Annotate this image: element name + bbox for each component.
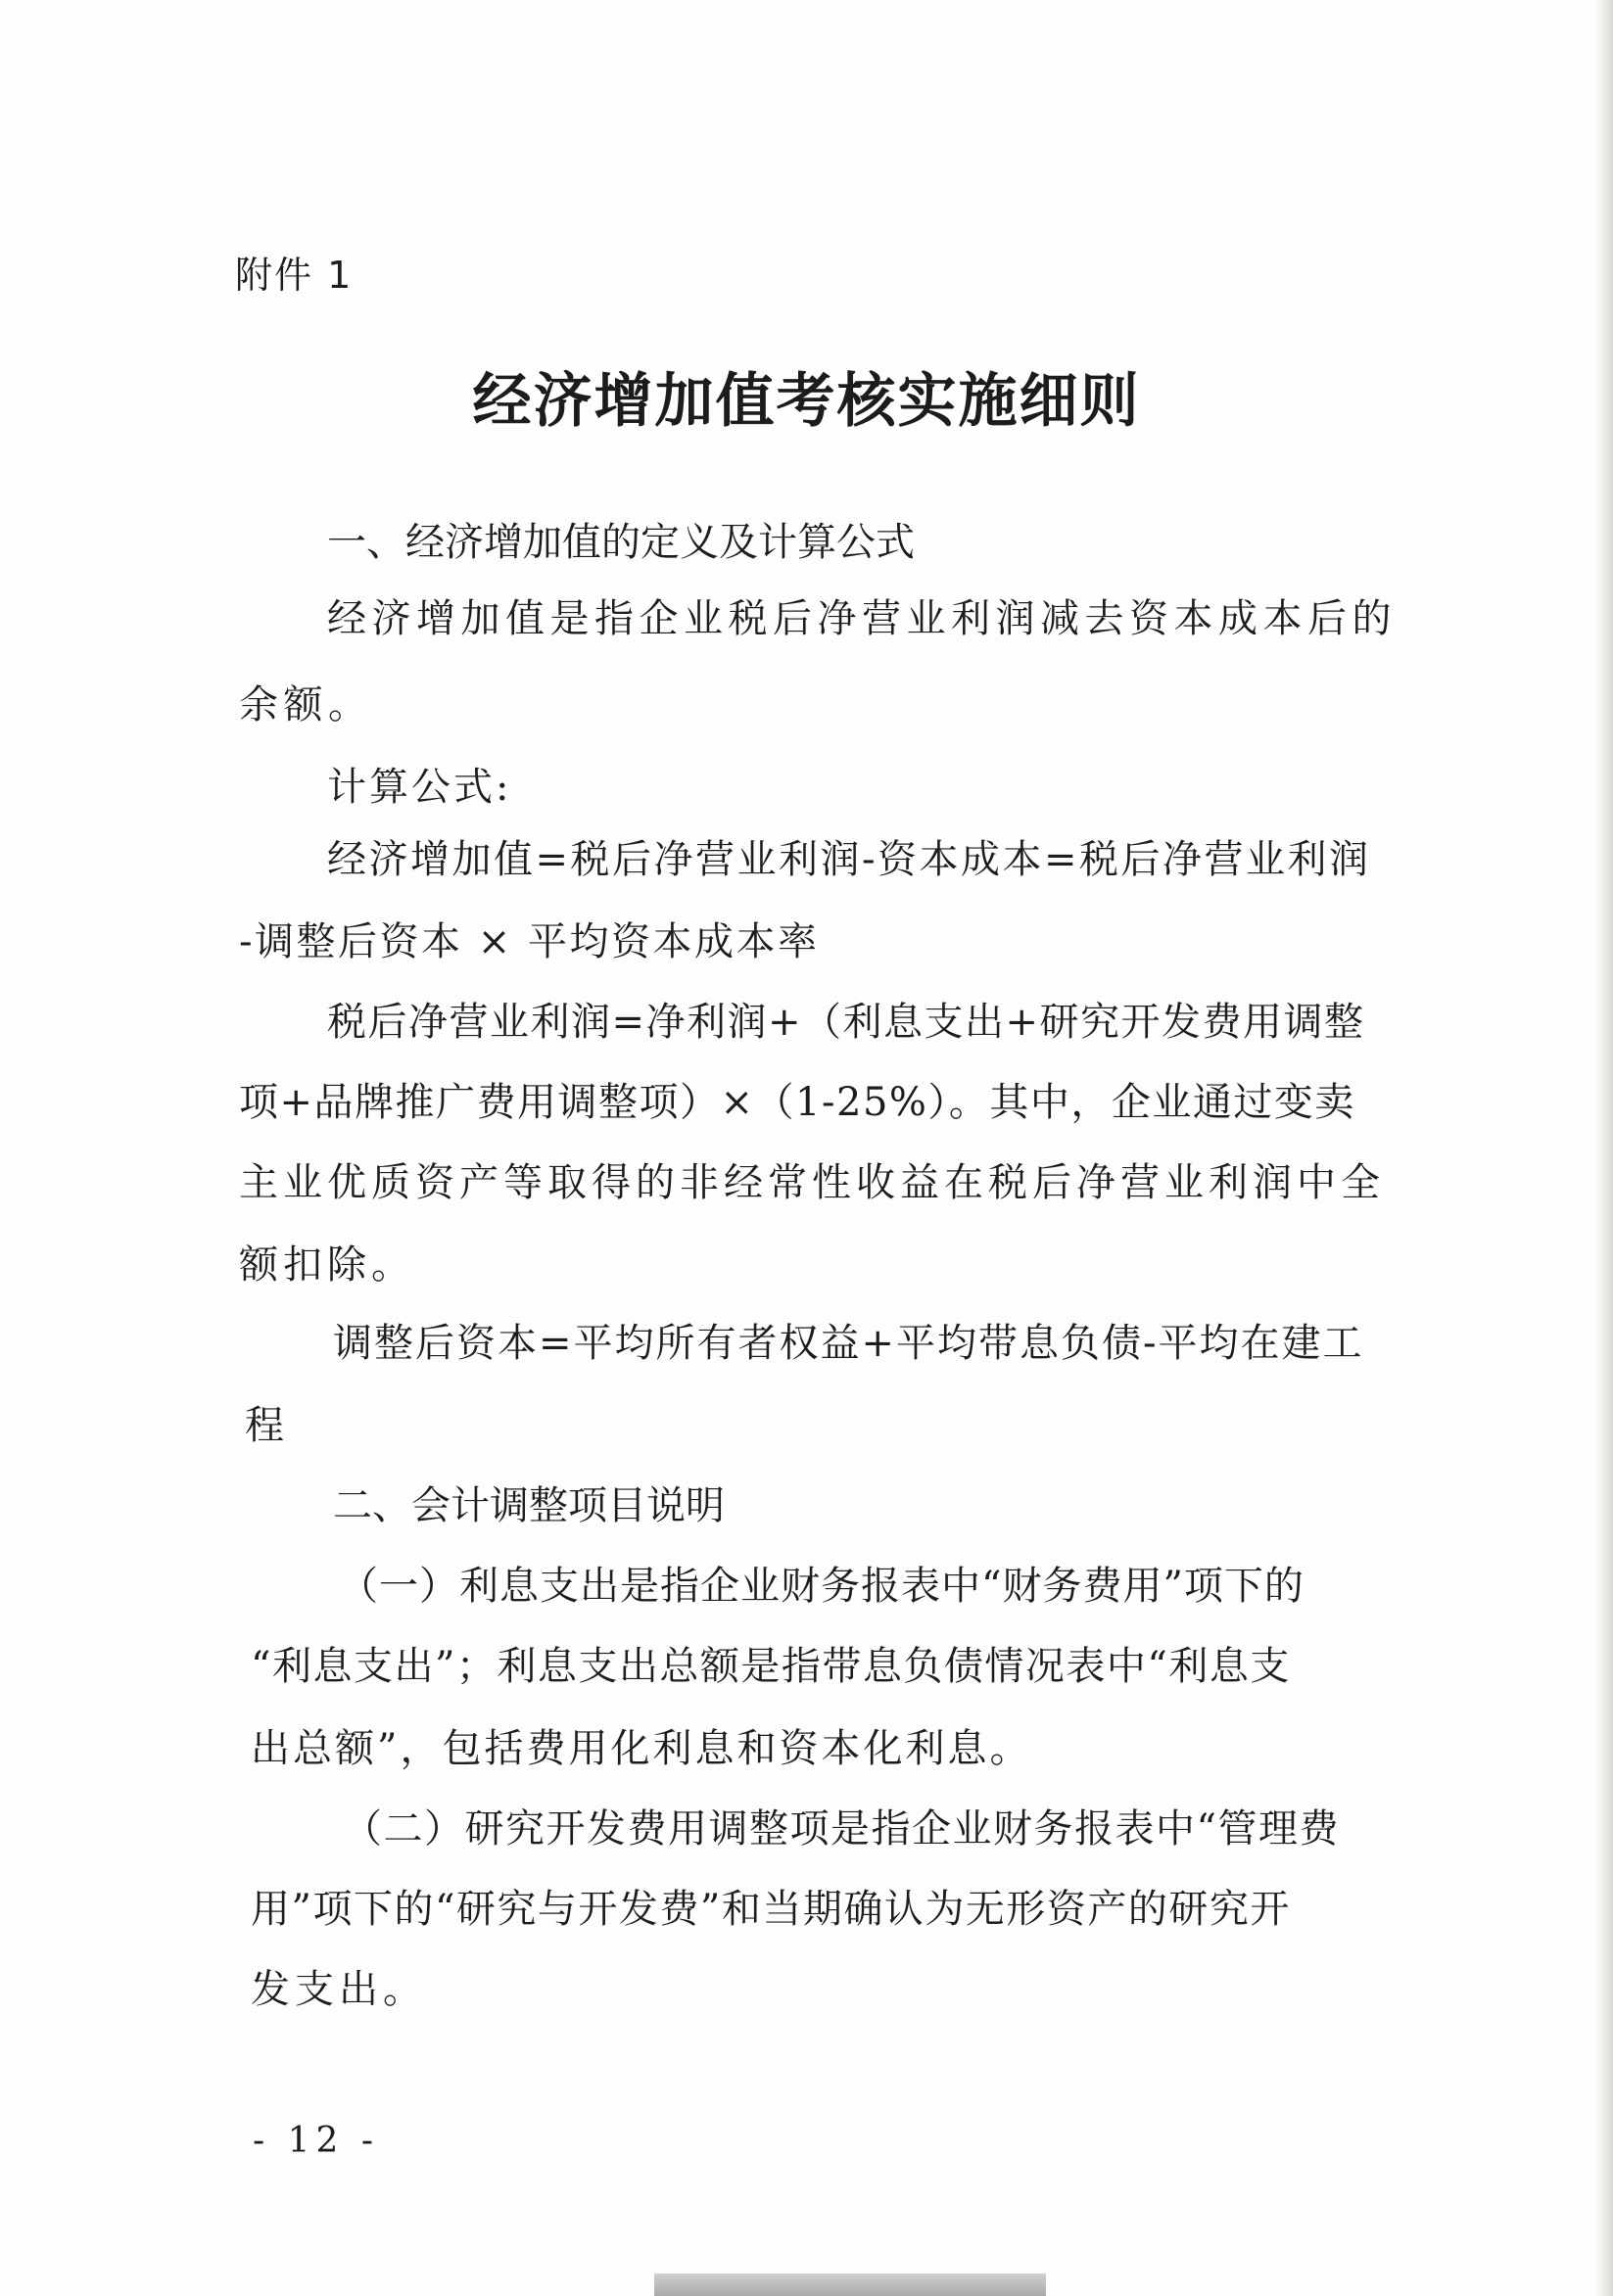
- paragraph-line: （二）研究开发费用调整项是指企业财务报表中“管理费: [343, 1806, 1340, 1851]
- section-heading-1: 一、经济增加值的定义及计算公式: [327, 520, 915, 565]
- paragraph-line: 出总额”，包括费用化利息和资本化利息。: [251, 1726, 1032, 1771]
- page-number: - 12 -: [253, 2121, 380, 2161]
- paragraph-line: 用”项下的“研究与开发费”和当期确认为无形资产的研究开: [251, 1887, 1291, 1932]
- formula-line: 税后净营业利润=净利润+（利息支出+研究开发费用调整: [327, 1000, 1365, 1045]
- paragraph-line: 发支出。: [251, 1967, 427, 2012]
- formula-line: 调整后资本=平均所有者权益+平均带息负债-平均在建工: [333, 1321, 1364, 1366]
- paragraph-line: （一）利息支出是指企业财务报表中“财务费用”项下的: [339, 1564, 1305, 1609]
- scan-bottom-strip: [654, 2273, 1046, 2296]
- paragraph-line: 主业优质资产等取得的非经常性收益在税后净营业利润中全: [239, 1160, 1385, 1205]
- paragraph-line: 余额。: [239, 682, 373, 727]
- formula-line: 经济增加值=税后净营业利润-资本成本=税后净营业利润: [327, 837, 1371, 882]
- document-title: 经济增加值考核实施细则: [472, 367, 1141, 436]
- paragraph-line: 经济增加值是指企业税后净营业利润减去资本成本后的: [327, 596, 1397, 641]
- paragraph-line: “利息支出”；利息支出总额是指带息负债情况表中“利息支: [251, 1644, 1291, 1689]
- scan-edge-shadow: [1595, 0, 1613, 2296]
- formula-line: -调整后资本 × 平均资本成本率: [239, 919, 820, 964]
- paragraph-line: 计算公式:: [327, 765, 512, 810]
- paragraph-line: 额扣除。: [239, 1242, 415, 1288]
- section-heading-2: 二、会计调整项目说明: [333, 1483, 725, 1528]
- paragraph-line: 程: [245, 1403, 284, 1448]
- paragraph-line: 项+品牌推广费用调整项）×（1-25%）。其中，企业通过变卖: [239, 1080, 1355, 1125]
- attachment-label: 附件 1: [235, 254, 354, 297]
